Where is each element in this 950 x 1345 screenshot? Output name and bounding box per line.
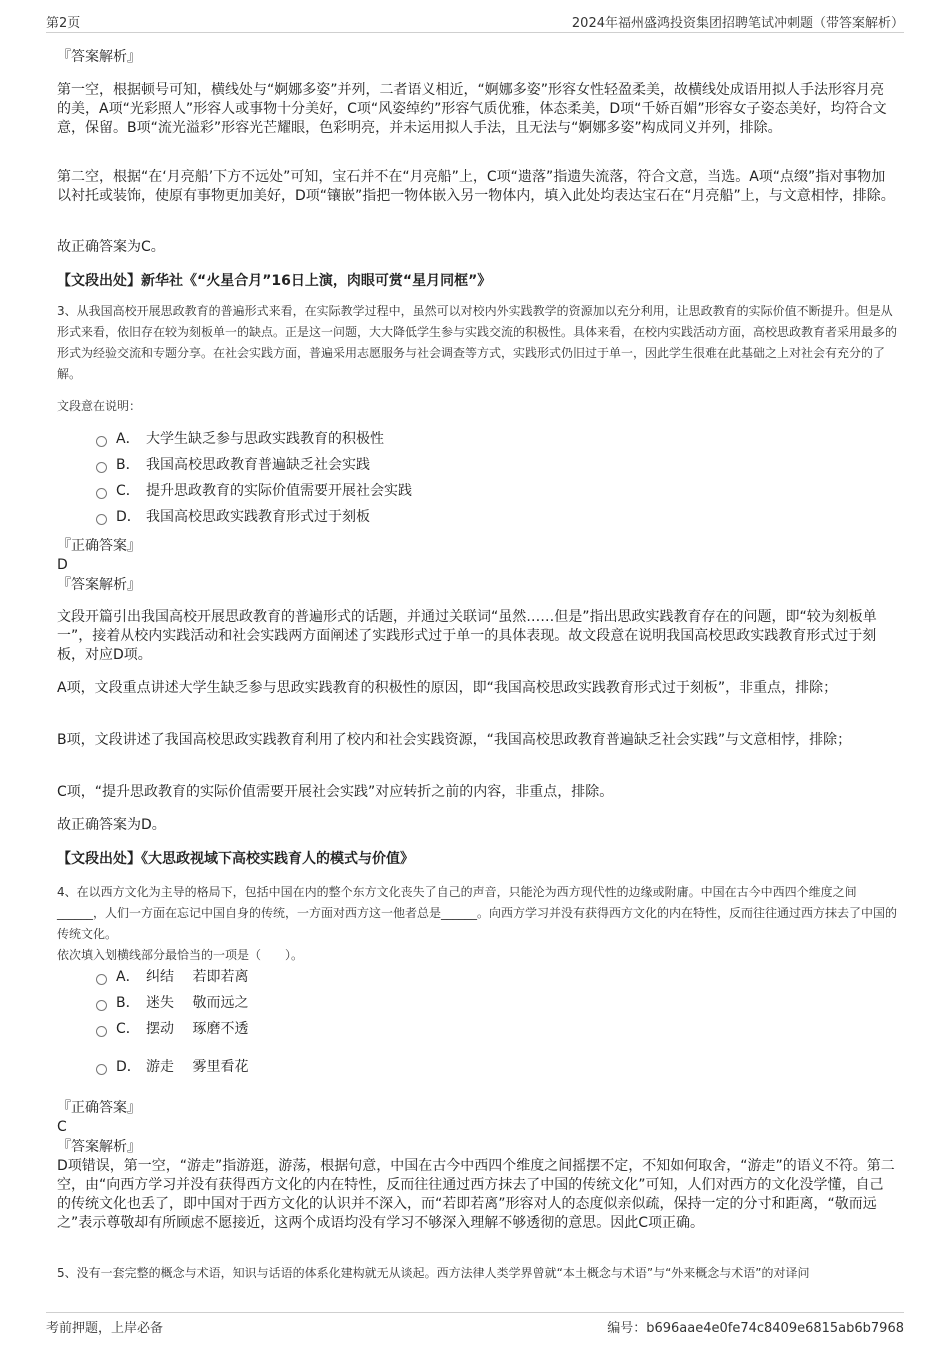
q3-source: 【文段出处】《大思政视域下高校实践育人的模式与价值》 bbox=[57, 851, 414, 867]
radio-button[interactable] bbox=[96, 974, 107, 985]
q4-correct-answer: C bbox=[57, 1119, 67, 1135]
option-text: 纠结 若即若离 bbox=[146, 969, 249, 985]
q2-analysis-para2: 第二空，根据“在‘月亮船’下方不远处”可知，宝石并不在“月亮船”上，C项“遗落”指遗失流落，符合文意，当选。A项“点缀”指对事物加以衬托或装饰，使原有事物更加美好，D项“镶嵌”指把一物体嵌入另一物体内，填入此处均表达宝石在“月亮船”上，与文意相悖，排除。 bbox=[57, 169, 895, 204]
footer-slogan: 考前押题，上岸必备 bbox=[46, 1321, 164, 1336]
page-header bbox=[46, 10, 904, 33]
q3-option-d[interactable] bbox=[96, 508, 370, 527]
page-footer bbox=[46, 1312, 904, 1337]
radio-button[interactable] bbox=[96, 1000, 107, 1011]
q4-option-c[interactable] bbox=[96, 1020, 248, 1039]
option-key: B． bbox=[116, 995, 140, 1011]
radio-button[interactable] bbox=[96, 462, 107, 473]
q3-analysis-para3: B项，文段讲述了我国高校思政实践教育利用了校内和社会实践资源，“我国高校思政教育普遍缺乏社会实践”与文意相悖，排除； bbox=[57, 732, 852, 748]
q4-analysis-label: 『答案解析』 bbox=[57, 1139, 141, 1155]
option-key: C． bbox=[116, 1021, 140, 1037]
q4-correct-label: 『正确答案』 bbox=[57, 1100, 141, 1116]
option-text: 摆动 琢磨不透 bbox=[146, 1021, 249, 1037]
page-number: 第2页 bbox=[46, 16, 81, 31]
q4-option-a[interactable] bbox=[96, 968, 248, 987]
q4-option-d[interactable] bbox=[96, 1058, 248, 1077]
radio-button[interactable] bbox=[96, 488, 107, 499]
option-key: A． bbox=[116, 431, 140, 447]
document-id: 编号：b696aae4e0fe74c8409e6815ab6b7968 bbox=[607, 1321, 904, 1336]
document-title: 2024年福州盛鸿投资集团招聘笔试冲刺题（带答案解析） bbox=[571, 16, 904, 31]
q4-question: 依次填入划横线部分最恰当的一项是（ ）。 bbox=[57, 948, 304, 962]
option-text: 迷失 敬而远之 bbox=[146, 995, 249, 1011]
q3-option-a[interactable] bbox=[96, 430, 384, 449]
option-key: D． bbox=[116, 1059, 141, 1075]
q2-source: 【文段出处】新华社《“火星合月”16日上演，肉眼可赏“星月同框”》 bbox=[57, 273, 492, 289]
q3-analysis-para2: A项，文段重点讲述大学生缺乏参与思政实践教育的积极性的原因，即“我国高校思政实践教育形式过于刻板”，非重点，排除； bbox=[57, 680, 838, 696]
q3-question: 文段意在说明： bbox=[57, 399, 142, 413]
q2-analysis-label: 『答案解析』 bbox=[57, 49, 141, 65]
q4-option-b[interactable] bbox=[96, 994, 248, 1013]
q3-option-b[interactable] bbox=[96, 456, 370, 475]
radio-button[interactable] bbox=[96, 1026, 107, 1037]
q3-analysis-para4: C项，“提升思政教育的实际价值需要开展社会实践”对应转折之前的内容，非重点，排除。 bbox=[57, 784, 614, 800]
q3-conclusion: 故正确答案为D。 bbox=[57, 817, 166, 833]
q3-correct-label: 『正确答案』 bbox=[57, 538, 141, 554]
option-text: 我国高校思政教育普遍缺乏社会实践 bbox=[146, 457, 370, 473]
q3-option-c[interactable] bbox=[96, 482, 412, 501]
option-key: A． bbox=[116, 969, 140, 985]
q3-stem: 3、从我国高校开展思政教育的普遍形式来看，在实际教学过程中，虽然可以对校内外实践教学的资源加以充分利用，让思政教育的实际价值不断提升。但是从形式来看，依旧存在较为刻板单一的缺点。正是这一问题，大大降低学生参与实践交流的积极性。具体来看，在校内实践活动方面，高校思政教育者采用最多的形式为经验交流和专题分享。在社会实践方面，普遍采用志愿服务与社会调查等方式，实践形式仍旧过于单一，因此学生很难在此基础之上对社会有充分的了解。 bbox=[57, 304, 898, 381]
option-text: 游走 雾里看花 bbox=[146, 1059, 249, 1075]
option-key: B． bbox=[116, 457, 140, 473]
option-key: D． bbox=[116, 509, 141, 525]
option-text: 提升思政教育的实际价值需要开展社会实践 bbox=[146, 483, 412, 499]
q4-stem: 4、在以西方文化为主导的格局下，包括中国在内的整个东方文化丧失了自己的声音，只能沦为西方现代性的边缘或附庸。中国在古今中西四个维度之间______，人们一方面在忘记中国自身的传统，一方面对西方这一他者总是______。向西方学习并没有获得西方文化的内在特性，反而往往通过西方抹去了中国的传统文化。 bbox=[57, 885, 898, 941]
option-key: C． bbox=[116, 483, 140, 499]
radio-button[interactable] bbox=[96, 1064, 107, 1075]
option-text: 我国高校思政实践教育形式过于刻板 bbox=[146, 509, 370, 525]
radio-button[interactable] bbox=[96, 436, 107, 447]
q3-analysis-label: 『答案解析』 bbox=[57, 577, 141, 593]
q3-analysis-para1: 文段开篇引出我国高校开展思政教育的普遍形式的话题，并通过关联词“虽然……但是”指出思政实践教育存在的问题，即“较为刻板单一”，接着从校内实践活动和社会实践两方面阐述了实践形式过于单一的具体表现。故文段意在说明我国高校思政实践教育形式过于刻板，对应D项。 bbox=[57, 609, 877, 663]
q4-analysis: D项错误，第一空，“游走”指游逛，游荡，根据句意，中国在古今中西四个维度之间摇摆不定，不知如何取舍，“游走”的语义不符。第二空，由“向西方学习并没有获得西方文化的内在特性，反而往往通过西方抹去了中国的传统文化”可知，人们对西方的文化没学懂，自己的传统文化也丢了，即中国对于西方文化的认识并不深入，而“若即若离”形容对人的态度似亲似疏，保持一定的分寸和距离，“敬而远之”表示尊敬却有所顾虑不愿接近，这两个成语均没有学习不够深入理解不够透彻的意思。因此C项正确。 bbox=[57, 1158, 895, 1231]
radio-button[interactable] bbox=[96, 514, 107, 525]
q2-conclusion: 故正确答案为C。 bbox=[57, 239, 165, 255]
option-text: 大学生缺乏参与思政实践教育的积极性 bbox=[146, 431, 384, 447]
q2-analysis-para1: 第一空，根据顿号可知，横线处与“婀娜多姿”并列，二者语义相近，“婀娜多姿”形容女性轻盈柔美，故横线处成语用拟人手法形容月亮的美，A项“光彩照人”形容人或事物十分美好，C项“风姿绰约”形容气质优雅，体态柔美，D项“千娇百媚”形容女子姿态美好，均符合文意，保留。B项“流光溢彩”形容光芒耀眼，色彩明亮，并未运用拟人手法，且无法与“婀娜多姿”构成同义并列，排除。 bbox=[57, 82, 887, 136]
q5-stem: 5、没有一套完整的概念与术语，知识与话语的体系化建构就无从谈起。西方法律人类学界曾就“本土概念与术语”与“外来概念与术语”的对译问 bbox=[57, 1266, 810, 1280]
q3-correct-answer: D bbox=[57, 557, 68, 573]
